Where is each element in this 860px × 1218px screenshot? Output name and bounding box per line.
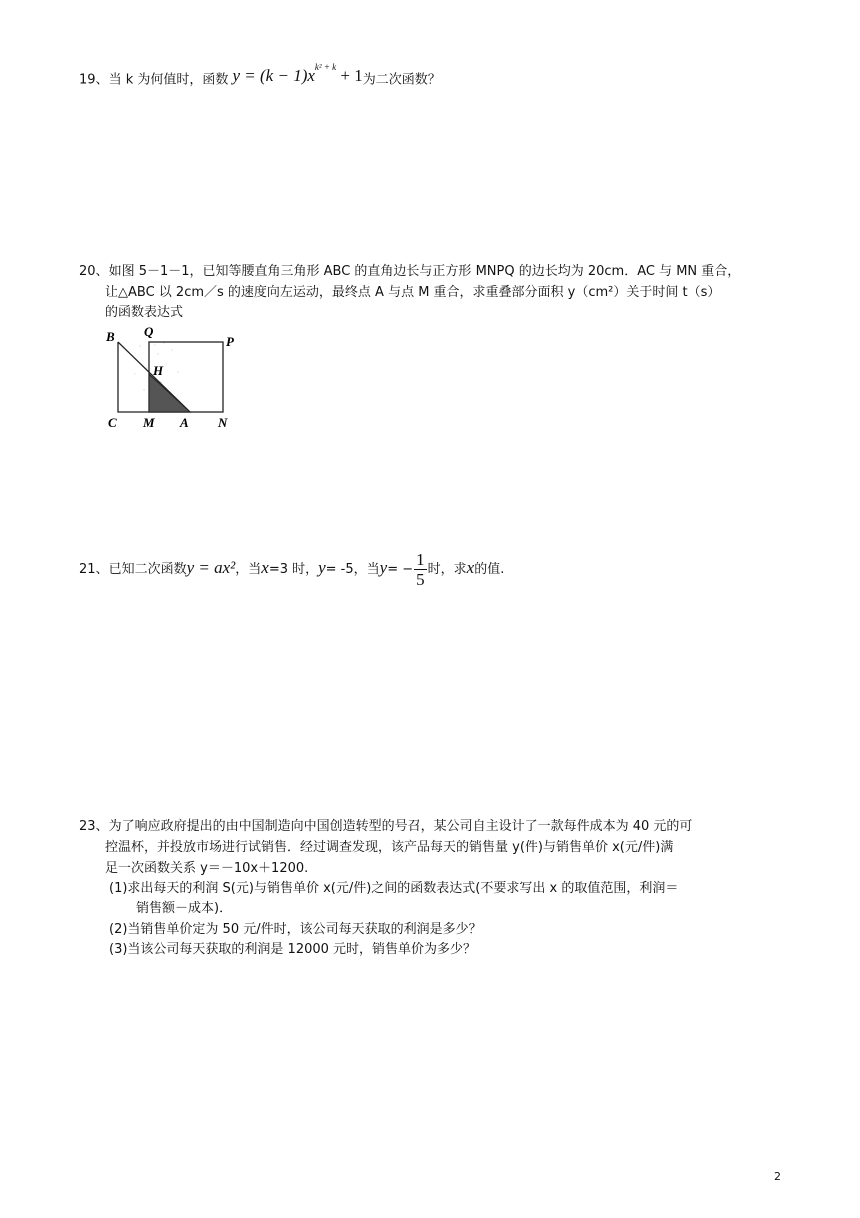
equation-y-ax2: y = ax² [186, 558, 236, 577]
label-c: C [108, 415, 117, 430]
question-21 [79, 546, 504, 592]
question-text-after: 为二次函数？ [362, 72, 441, 88]
label-n: N [218, 415, 228, 430]
text-segment: = -5，当 [325, 562, 380, 577]
var-x: x [261, 558, 269, 577]
overlap-region [149, 374, 190, 412]
question-text-line-1: 为了响应政府提出的由中国制造向中国创造转型的号召，某公司自主设计了一款每件成本为 40 元的可 [108, 819, 693, 834]
question-number: 21 [79, 562, 96, 577]
question-number: 23 [79, 819, 96, 834]
question-19 [79, 64, 441, 91]
question-separator: 、 [95, 72, 109, 88]
question-text-line-3: 的函数表达式 [105, 305, 184, 320]
text-segment: =3 时， [268, 562, 319, 577]
formula-exponent: k² + k [314, 62, 337, 72]
question-text: 当 k 为何值时，函数 [108, 72, 229, 88]
question-text-line-2: 让△ABC 以 2cm／s 的速度向左运动，最终点 A 与点 M 重合，求重叠部分面积 y（cm²）关于时间 t（s） [105, 285, 721, 300]
label-a: A [180, 415, 189, 430]
question-separator: 、 [95, 819, 109, 834]
page-number: 2 [774, 1170, 781, 1183]
fraction-one-fifth [414, 550, 427, 589]
formula [232, 62, 363, 85]
question-separator: 、 [95, 562, 109, 577]
text-segment: 时，求 [427, 562, 467, 577]
sub-question-2: (2)当销售单价定为 50 元/件时，该公司每天获取的利润是多少？ [109, 922, 482, 937]
var-x: x [466, 558, 475, 577]
question-text-line-2: 控温杯，并投放市场进行试销售．经过调查发现，该产品每天的销售量 y(件)与销售单价 x(元/件)满 [105, 840, 674, 855]
label-b: B [106, 329, 115, 344]
label-h: H [153, 363, 164, 378]
question-line [79, 262, 740, 282]
sub-question-1: (1)求出每天的利润 S(元)与销售单价 x(元/件)之间的函数表达式(不要求写出 x 的取值范围，利润＝ [109, 881, 679, 896]
fraction-denominator: 5 [416, 570, 425, 589]
var-y: y [379, 558, 388, 577]
question-number: 19 [79, 72, 96, 88]
fraction-numerator: 1 [416, 550, 425, 569]
label-m: M [143, 415, 155, 430]
formula-lhs: y = (k − 1)x [232, 65, 315, 85]
question-text: 已知二次函数 [108, 562, 187, 577]
question-number: 20 [79, 264, 96, 279]
sub-question-3: (3)当该公司每天获取的利润是 12000 元时，销售单价为多少？ [109, 942, 477, 957]
label-q: Q [144, 324, 154, 339]
text-segment: ，当 [235, 562, 262, 577]
label-p: P [226, 334, 234, 349]
text-segment: = − [387, 562, 414, 577]
figure-5-1-1 [100, 324, 245, 434]
text-segment: 的值. [474, 562, 505, 577]
question-text-line-1: 如图 5－1－1，已知等腰直角三角形 ABC 的直角边长与正方形 MNPQ 的边长均为 20cm．AC 与 MN 重合， [108, 264, 741, 279]
var-y: y [318, 558, 326, 577]
sub-question-1-cont: 销售额－成本)． [136, 901, 233, 916]
question-line [79, 817, 692, 837]
formula-tail: + 1 [340, 65, 363, 85]
question-separator: 、 [95, 264, 109, 279]
question-text-line-3: 足一次函数关系 y＝－10x＋1200. [105, 861, 309, 876]
